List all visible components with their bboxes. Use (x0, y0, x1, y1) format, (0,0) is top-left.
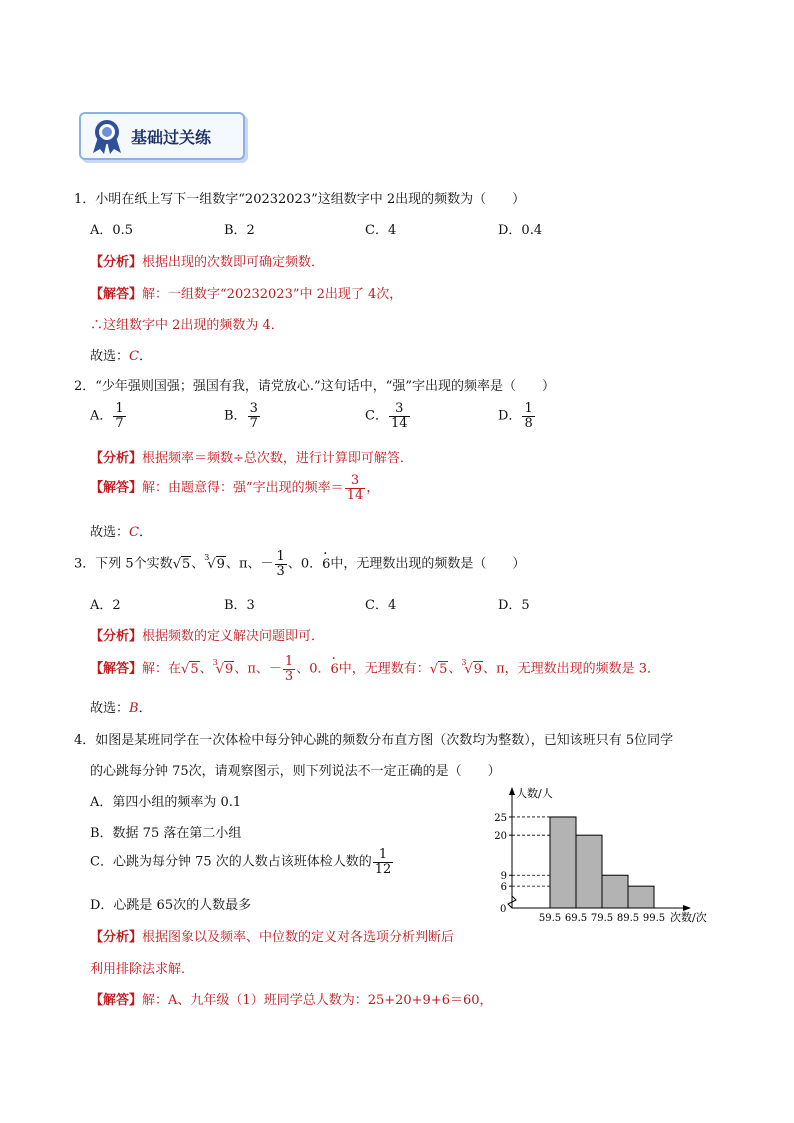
q1-option-c: C．4 (365, 223, 397, 238)
histogram-bar (550, 817, 576, 908)
y-axis-label: 人数/人 (516, 787, 553, 800)
q1-option-d: D．0.4 (498, 223, 543, 238)
histogram-bar (602, 875, 628, 908)
section-title: 基础过关练 (131, 128, 212, 147)
q3-choice: 故选：B． (90, 701, 152, 716)
q4-analysis-line1: 【分析】根据图象以及频率、中位数的定义对各选项分析判断后 (90, 930, 455, 945)
y-tick-label: 25 (494, 812, 507, 824)
q3-option-b: B．3 (224, 598, 255, 613)
y-axis-arrow (509, 787, 515, 795)
q2-option-a: A． $\frac{1}{7}$ (90, 401, 124, 431)
origin-label: 0 (500, 904, 507, 915)
q2-option-c: C． $\frac{3}{14}$ (365, 401, 408, 431)
q1-analysis: 【分析】根据出现的次数即可确定频数． (90, 255, 325, 270)
x-tick-label: 79.5 (590, 913, 614, 924)
q4-stem-line2: 的心跳每分钟 75次，请观察图示，则下列说法不一定正确的是（ ） (90, 764, 501, 779)
q3-stem: 3．下列 5个实数√5、$^3$√9、π、－ $\frac{1}{3}$ 、0．· 6中，无理数出现的频数是（ ） (74, 550, 525, 578)
q2-answer: 【解答】解：由题意得：强”字出现的频率＝ $\frac{3}{14}$ ， (90, 473, 380, 503)
medal-icon (89, 117, 125, 155)
section-badge (79, 112, 245, 160)
q3-option-a: A．2 (90, 598, 121, 613)
q1-choice: 故选：C． (90, 349, 152, 364)
q4-option-c: C．心跳为每分钟 75 次的人数占该班体检人数的 $\frac{1}{12}$ (90, 847, 392, 877)
q1-stem: 1．小明在纸上写下一组数字“20232023”这组数字中 2出现的频数为（ ） (74, 192, 526, 207)
q3-option-c: C．4 (365, 598, 397, 613)
y-tick-label: 20 (494, 831, 507, 843)
q4-option-b: B．数据 75 落在第二小组 (90, 826, 242, 841)
x-tick-label: 69.5 (564, 913, 588, 924)
q2-choice: 故选：C． (90, 525, 152, 540)
q1-option-a: A．0.5 (90, 223, 134, 238)
q1-therefore: ∴这组数字中 2出现的频数为 4． (90, 318, 284, 333)
x-tick-label: 59.5 (538, 913, 562, 924)
x-tick-label: 99.5 (642, 913, 666, 924)
y-tick-label: 6 (500, 882, 507, 894)
q4-option-d: D．心跳是 65次的人数最多 (90, 898, 252, 913)
q4-analysis-line2: 利用排除法求解． (90, 962, 195, 977)
q4-answer: 【解答】解：A、九年级（1）班同学总人数为：25+20+9+6＝60， (90, 993, 493, 1008)
frequency-histogram (480, 783, 720, 933)
q2-analysis: 【分析】根据频率＝频数÷总次数，进行计算即可解答． (90, 451, 413, 466)
q2-option-b: B． $\frac{3}{7}$ (224, 401, 258, 431)
q2-stem: 2．“少年强则国强；强国有我，请党放心.”这句话中，“强”字出现的频率是（ ） (74, 379, 555, 394)
histogram-bar (576, 835, 602, 908)
x-axis-label: 次数/次 (670, 911, 707, 924)
q4-stem-line1: 4．如图是某班同学在一次体检中每分钟心跳的频数分布直方图（次数均为整数），已知该班只有 5位同学 (74, 733, 674, 748)
q2-option-d: D． $\frac{1}{8}$ (498, 401, 533, 431)
q3-option-d: D．5 (498, 598, 530, 613)
q3-analysis: 【分析】根据频数的定义解决问题即可． (90, 629, 325, 644)
y-tick-label: 9 (500, 871, 507, 883)
x-tick-label: 89.5 (616, 913, 640, 924)
q4-option-a: A．第四小组的频率为 0.1 (90, 795, 242, 810)
histogram-bar (628, 886, 654, 908)
q3-answer: 【解答】解：在√5、$^3$√9、π、－ $\frac{1}{3}$ 、0．· 6中，无理数有：√5、$^3$√9、π，无理数出现的频数是 3． (90, 655, 660, 683)
q1-option-b: B．2 (224, 223, 255, 238)
q1-answer: 【解答】解：一组数字“20232023”中 2出现了 4次， (90, 287, 403, 302)
